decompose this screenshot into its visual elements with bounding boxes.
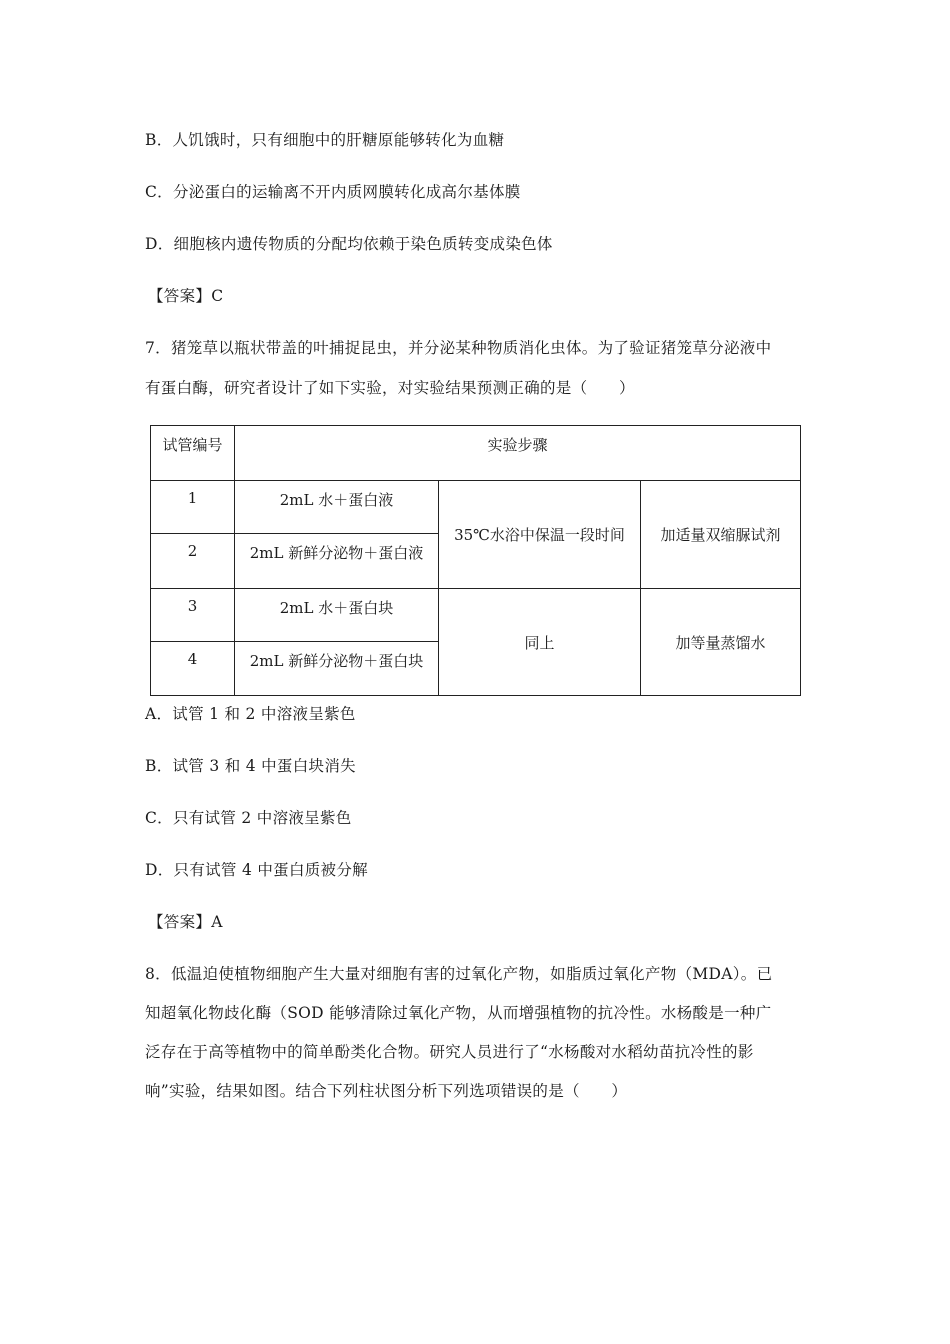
step-add-water: 加等量蒸馏水 [641,589,801,696]
tube-number-2: 2 [151,534,235,589]
q7-stem-line1: 7．猪笼草以瓶状带盖的叶捕捉昆虫，并分泌某种物质消化虫体。为了验证猪笼草分泌液中 [145,339,772,357]
header-tube-number: 试管编号 [151,426,235,481]
q6-option-d: D．细胞核内遗传物质的分配均依赖于染色质转变成染色体 [145,235,553,253]
q7-answer: 【答案】A [148,913,223,931]
tube-number-3: 3 [151,589,235,642]
tube-content-4: 2mL 新鲜分泌物＋蛋白块 [235,642,439,696]
step-incubate: 35℃水浴中保温一段时间 [439,481,641,589]
q6-option-b: B．人饥饿时，只有细胞中的肝糖原能够转化为血糖 [145,131,505,149]
q7-option-a: A．试管 1 和 2 中溶液呈紫色 [145,705,356,723]
tube-number-4: 4 [151,642,235,696]
q8-stem-line2: 知超氧化物歧化酶（SOD 能够清除过氧化产物，从而增强植物的抗冷性。水杨酸是一种广 [145,1004,772,1022]
q7-stem-line2: 有蛋白酶，研究者设计了如下实验，对实验结果预测正确的是（ ） [145,379,635,397]
q7-option-c: C．只有试管 2 中溶液呈紫色 [145,809,352,827]
step-add-biuret: 加适量双缩脲试剂 [641,481,801,589]
q6-answer: 【答案】C [148,287,224,305]
q8-stem-line3: 泛存在于高等植物中的简单酚类化合物。研究人员进行了“水杨酸对水稻幼苗抗冷性的影 [145,1043,754,1061]
q8-stem-line4: 响”实验，结果如图。结合下列柱状图分析下列选项错误的是（ ） [145,1082,628,1100]
q7-option-b: B．试管 3 和 4 中蛋白块消失 [145,757,356,775]
tube-content-2: 2mL 新鲜分泌物＋蛋白液 [235,534,439,589]
experiment-table [150,425,801,696]
q8-stem-line1: 8．低温迫使植物细胞产生大量对细胞有害的过氧化产物，如脂质过氧化产物（MDA）。已 [145,965,773,983]
header-experiment-steps: 实验步骤 [235,426,801,481]
tube-number-1: 1 [151,481,235,534]
step-same-as-above: 同上 [439,589,641,696]
tube-content-1: 2mL 水＋蛋白液 [235,481,439,534]
q6-option-c: C．分泌蛋白的运输离不开内质网膜转化成高尔基体膜 [145,183,521,201]
tube-content-3: 2mL 水＋蛋白块 [235,589,439,642]
q7-option-d: D．只有试管 4 中蛋白质被分解 [145,861,368,879]
